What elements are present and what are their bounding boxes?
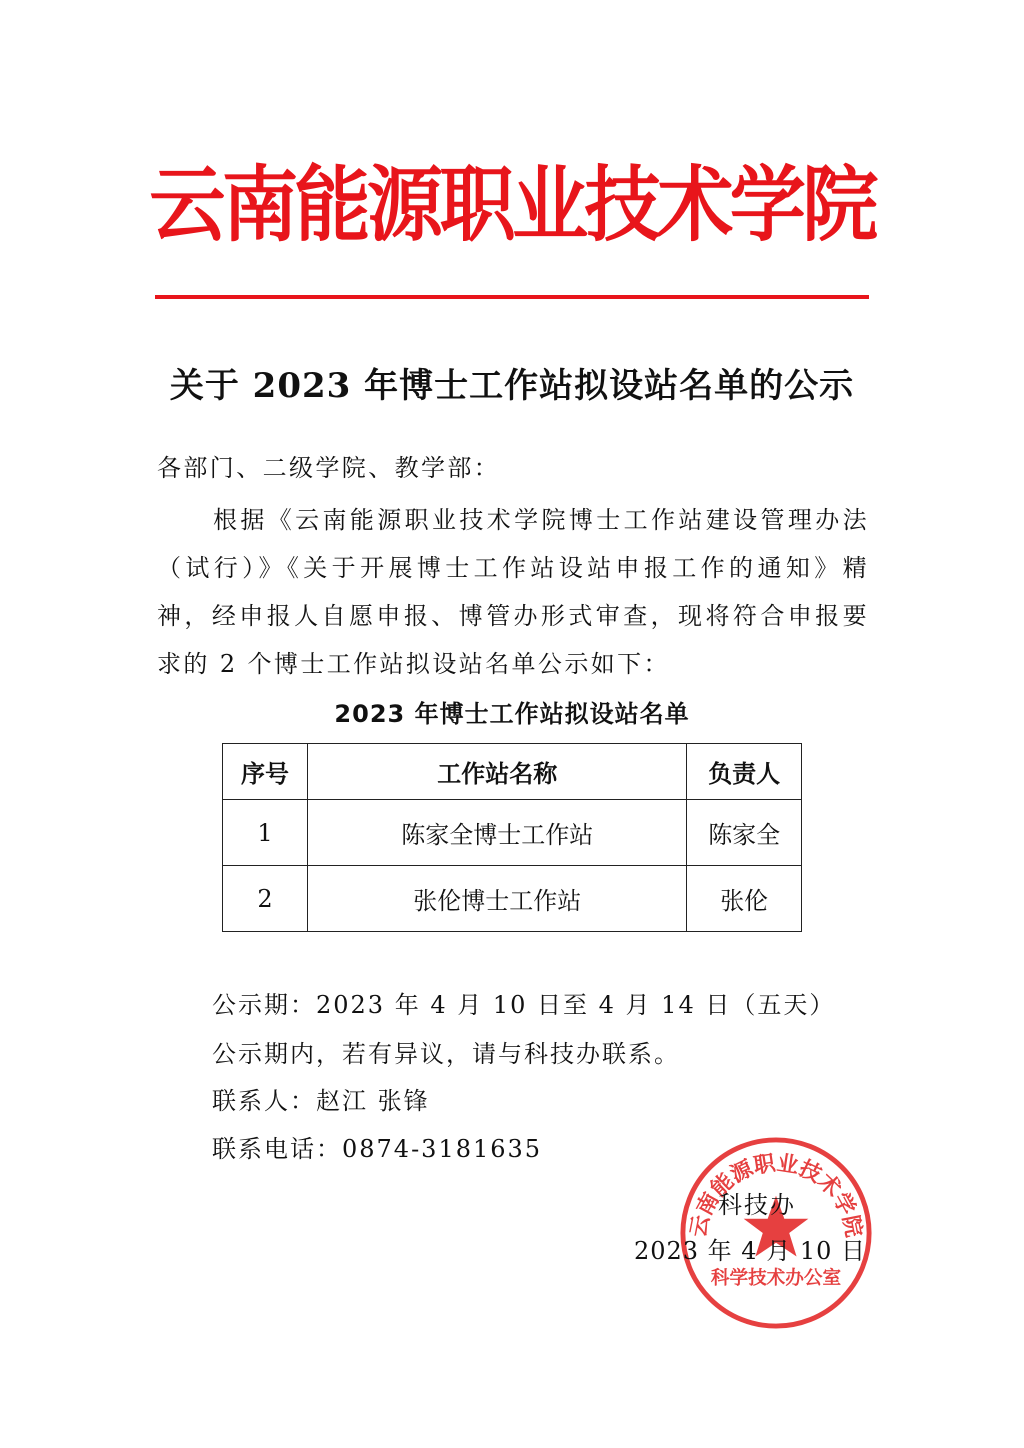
- table-row: [223, 866, 802, 932]
- cell-leader: 陈家全: [687, 800, 802, 866]
- header-leader: 负责人: [687, 744, 802, 800]
- cell-index: 1: [223, 800, 308, 866]
- cell-leader: 张伦: [687, 866, 802, 932]
- document-title: 关于 2023 年博士工作站拟设站名单的公示: [169, 366, 855, 406]
- letterhead-org-name: 云南能源职业技术学院: [149, 158, 875, 253]
- seal-bottom-text: 科学技术办公室: [710, 1267, 842, 1289]
- seal-ring-text: 云南能源职业技术学院: [686, 1151, 866, 1240]
- contact-persons: 联系人：赵江 张锋: [212, 1087, 430, 1115]
- cell-station-name: 张伦博士工作站: [308, 866, 687, 932]
- header-index: 序号: [223, 744, 308, 800]
- cell-index: 2: [223, 866, 308, 932]
- table-row: [223, 800, 802, 866]
- station-list-table: [222, 743, 802, 932]
- letterhead-red-rule: [155, 295, 869, 299]
- notice-period: 公示期：2023 年 4 月 10 日至 4 月 14 日（五天）: [212, 991, 836, 1019]
- salutation: 各部门、二级学院、教学部：: [157, 454, 501, 482]
- signature-date: 2023 年 4 月 10 日: [633, 1237, 866, 1265]
- header-station-name: 工作站名称: [308, 744, 687, 800]
- contact-phone: 联系电话：0874-3181635: [212, 1135, 543, 1163]
- body-paragraph: 根据《云南能源职业技术学院博士工作站建设管理办法（试行）》《关于开展博士工作站设站申报工作的通知》精神，经申报人自愿申报、博管办形式审查，现将符合申报要求的 2 个博士工作站拟设站名单公示如下：: [157, 506, 869, 678]
- table-caption: 2023 年博士工作站拟设站名单: [334, 700, 690, 728]
- cell-station-name: 陈家全博士工作站: [308, 800, 687, 866]
- signature-department: 科技办: [718, 1191, 796, 1219]
- objection-note: 公示期内，若有异议，请与科技办联系。: [212, 1040, 680, 1068]
- table-header-row: [223, 744, 802, 800]
